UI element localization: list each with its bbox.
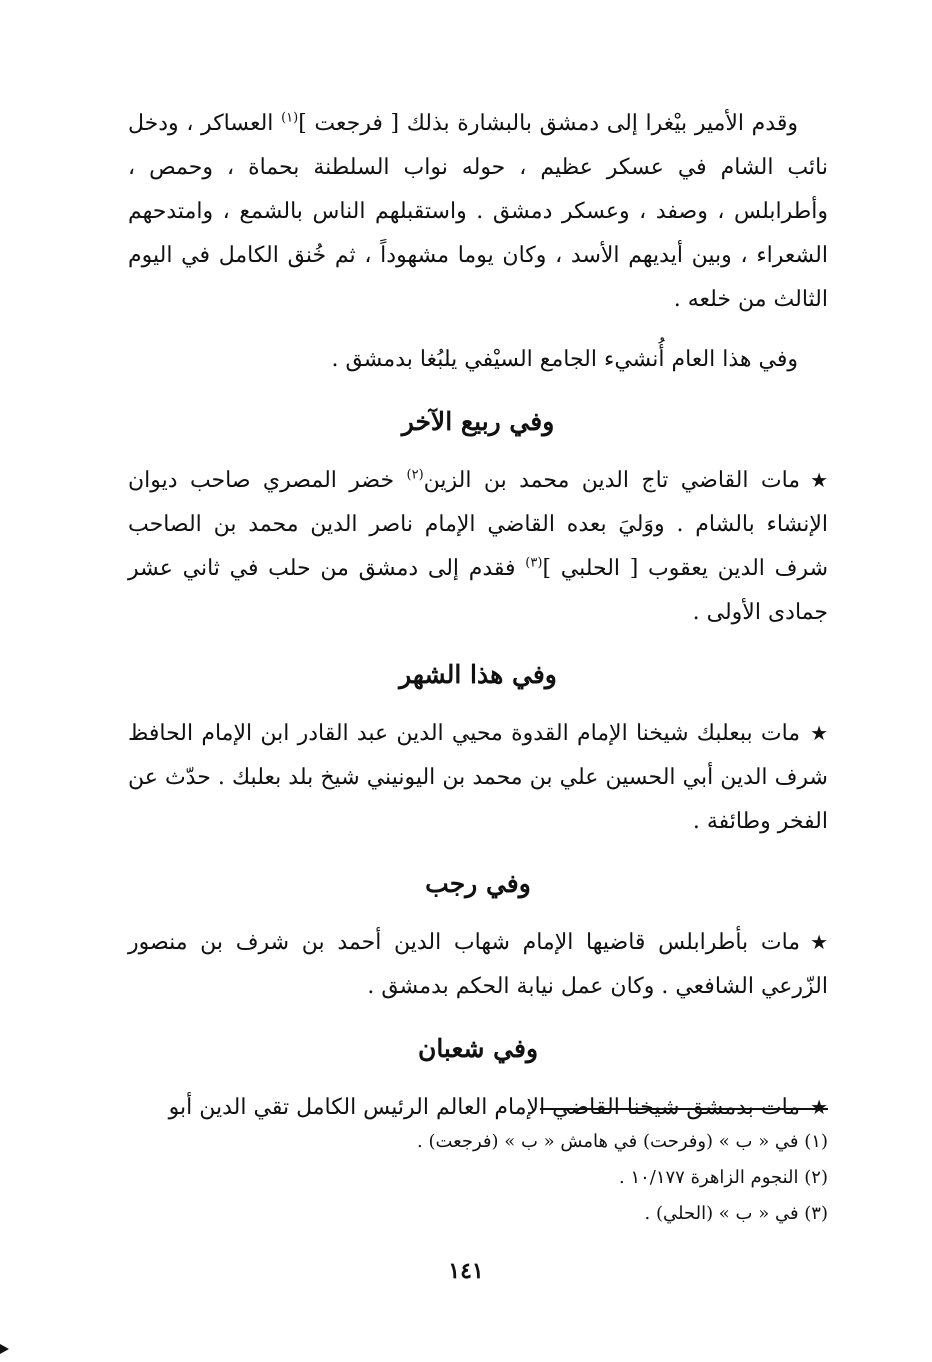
entry-text: مات بدمشق شيخنا القاضي الإمام العالم الرئيس الكامل تقي الدين أبو: [168, 1095, 801, 1120]
section-heading-rajab: وفي رجب: [425, 869, 531, 898]
entry-text: مات القاضي تاج الدين محمد بن الزين: [423, 468, 801, 493]
footnote-2: (٢) النجوم الزاهرة ١٠/١٧٧ .: [618, 1167, 828, 1188]
footnote-1: (١) في « ب » (وفرحت) في هامش « ب » (فرجعت) .: [417, 1131, 828, 1152]
entry-shihab-al-din: [128, 920, 828, 1009]
entry-text: فقدم إلى دمشق من حلب في ثاني عشر جمادى الأولى .: [128, 556, 828, 625]
entry-text: خضر المصري صاحب ديوان الإنشاء بالشام . ووَليَ بعده القاضي الإمام ناصر الدين محمد بن الصاحب شرف الدين يعقوب [ الحلبي ]: [128, 468, 829, 581]
paragraph-text: العساكر ، ودخل نائب الشام في عسكر عظيم ، حوله نواب السلطنة بحماة ، وحمص ، وأطرابلس ، وصفد ، وعسكر دمشق . واستقبلهم الناس بالشمع ، وامتدحهم الشعراء ، وبين أيديهم الأسد ، وكان يوما مشهوداً ، ثم خُنق الكامل في اليوم الثالث من خلعه .: [128, 111, 828, 312]
scan-corner-mark: [0, 1344, 9, 1354]
section-heading-rabi-akhir: وفي ربيع الآخر: [401, 407, 555, 436]
entry-text: مات ببعلبك شيخنا الإمام القدوة محيي الدين عبد القادر ابن الإمام الحافظ شرف الدين أبي الحسين علي بن محمد بن اليونيني شيخ بلد بعلبك . حدّث عن الفخر وطائفة .: [128, 721, 828, 834]
footnote-ref-3[interactable]: (٣): [525, 555, 543, 571]
footnote-divider: [540, 1108, 828, 1110]
footnotes: [128, 1124, 828, 1232]
page-number: ١٤١: [448, 1258, 484, 1284]
paragraph-text: وقدم الأمير بيْغرا إلى دمشق بالبشارة بذلك [ فرجعت ]: [298, 111, 798, 136]
entry-taj-al-din: [128, 458, 828, 635]
entry-muhyi-al-din: [128, 711, 828, 844]
footnote-3: (٣) في « ب » (الحلي) .: [644, 1203, 828, 1224]
entry-text: مات بأطرابلس قاضيها الإمام شهاب الدين أحمد بن شرف بن منصور الزّرعي الشافعي . وكان عمل نيابة الحكم بدمشق .: [128, 930, 828, 999]
star-icon: ★: [810, 721, 828, 745]
section-heading-shaban: وفي شعبان: [417, 1034, 539, 1063]
paragraph-mosque: وفي هذا العام أُنشيء الجامع السيْفي يلبُغا بدمشق .: [331, 347, 798, 372]
paragraph-return-of-troops: [128, 102, 828, 322]
footnote-ref-2[interactable]: (٢): [406, 467, 424, 483]
star-icon: ★: [810, 468, 828, 492]
section-heading-this-month: وفي هذا الشهر: [399, 660, 557, 689]
star-icon: ★: [810, 930, 828, 954]
footnote-ref-1[interactable]: (١): [281, 110, 299, 126]
star-icon: ★: [810, 1095, 828, 1119]
